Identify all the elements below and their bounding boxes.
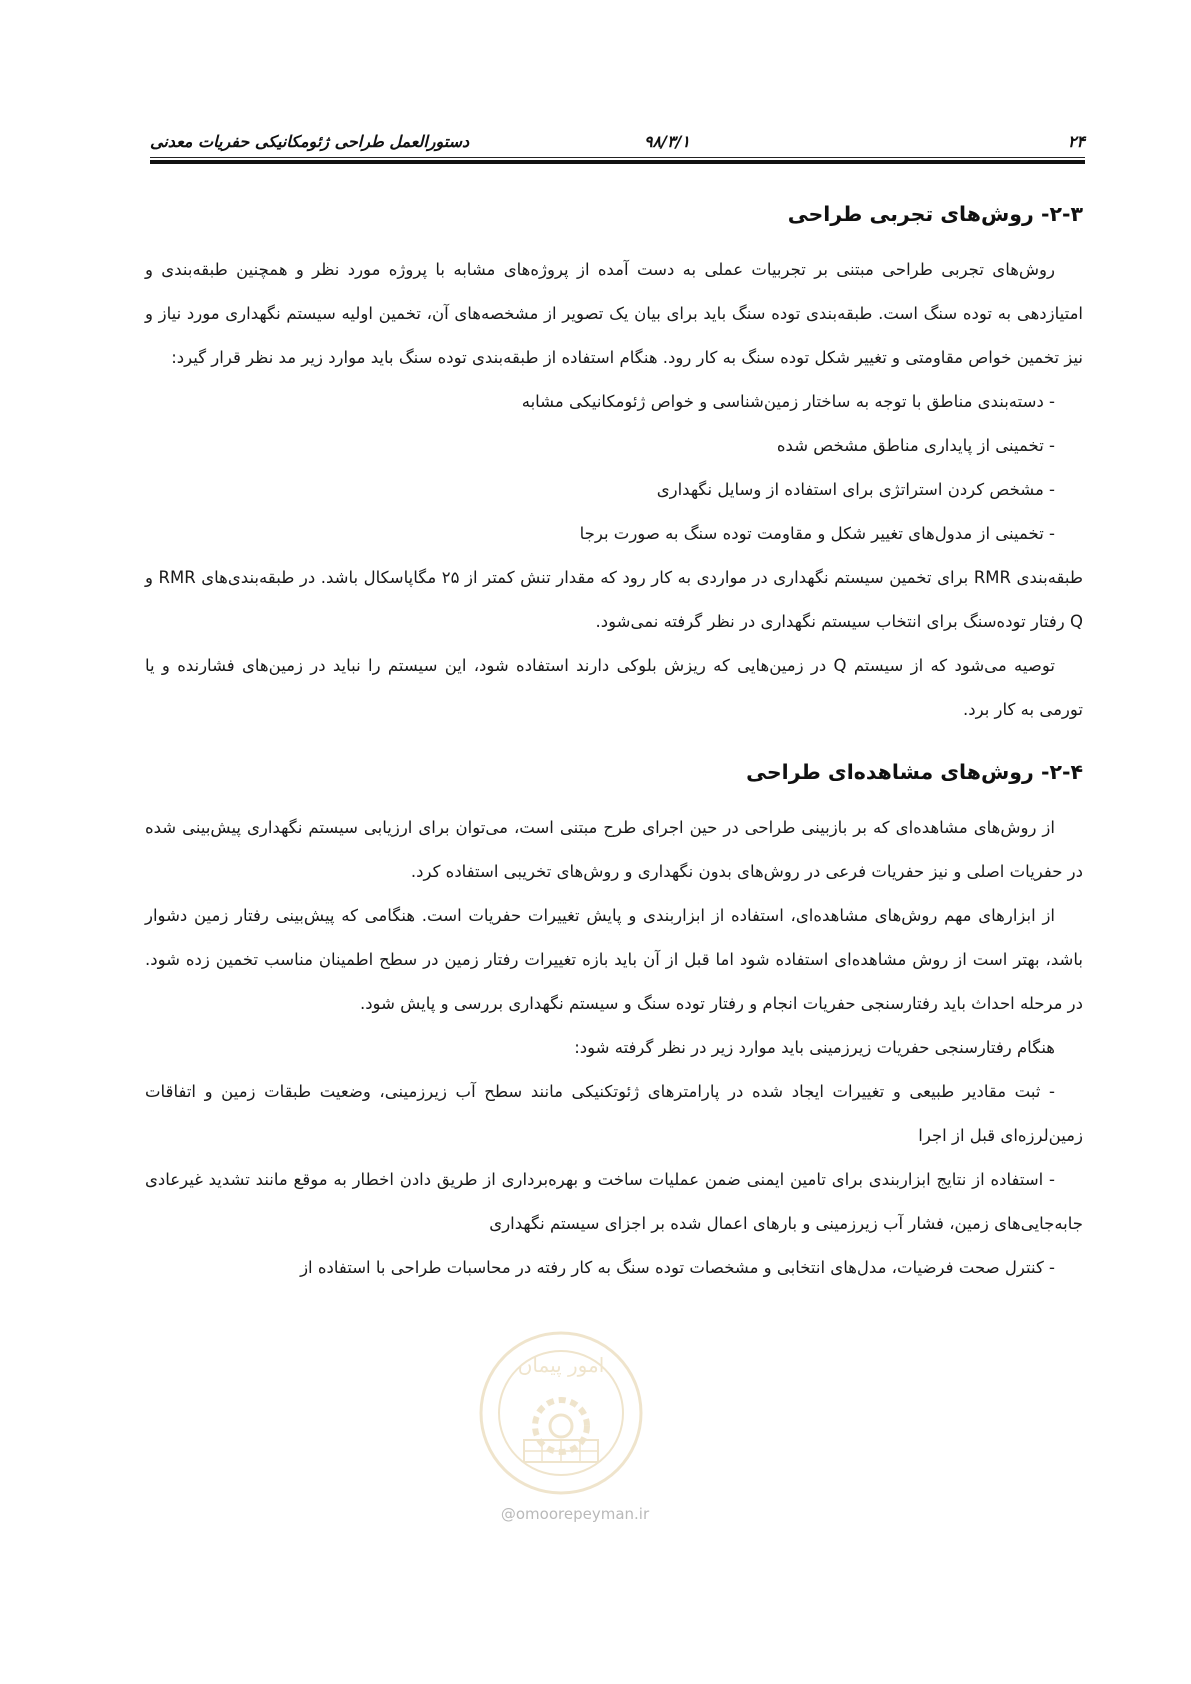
header-date: ۹۸/۳/۱ xyxy=(643,132,690,151)
paragraph: روش‌های تجربی طراحی مبتنی بر تجربیات عملی به دست آمده از پروژه‌های مشابه با پروژه مورد نظر و همچنین طبقه‌بندی و امتیازدهی به توده سنگ است. طبقه‌بندی توده سنگ باید برای بیان یک تصویر از مشخصه‌های آن، تخمین اولیه سیستم نگهداری مورد نیاز و نیز تخمین خواص مقاومتی و تغییر شکل توده سنگ به کار رود. هنگام استفاده از طبقه‌بندی توده سنگ باید موارد زیر مد نظر قرار گیرد: xyxy=(145,260,1083,367)
list-item: - کنترل صحت فرضیات، مدل‌های انتخابی و مشخصات توده سنگ به کار رفته در محاسبات طراحی با استفاده از xyxy=(300,1258,1055,1277)
paragraph: از ابزارهای مهم روش‌های مشاهده‌ای، استفاده از ابزاربندی و پایش تغییرات حفریات است. هنگامی که پیش‌بینی رفتار زمین دشوار باشد، بهتر است از روش مشاهده‌ای استفاده شود اما قبل از آن باید بازه تغییرات رفتار زمین در سطح اطمینان مناسب تخمین زده شود. در مرحله احداث باید رفتارسنجی حفریات انجام و رفتار توده سنگ و سیستم نگهداری بررسی و پایش شود. xyxy=(145,906,1083,1013)
list-item: - استفاده از نتایج ابزاربندی برای تامین ایمنی ضمن عملیات ساخت و بهره‌برداری از طریق دادن اخطار به موقع مانند تشدید غیرعادی جابه‌جایی‌های زمین، فشار آب زیرزمینی و بارهای اعمال شده بر اجزای سیستم نگهداری xyxy=(145,1170,1083,1233)
seal-text: امور پیمان xyxy=(517,1353,605,1377)
header-rule-thick xyxy=(150,160,1085,164)
list-item: - تخمینی از پایداری مناطق مشخص شده xyxy=(776,436,1055,455)
watermark-seal-icon xyxy=(476,1328,646,1498)
paragraph: هنگام رفتارسنجی حفریات زیرزمینی باید موارد زیر در نظر گرفته شود: xyxy=(574,1038,1055,1057)
header-title: دستورالعمل طراحی ژئومکانیکی حفریات معدنی xyxy=(150,132,470,151)
header-rule-thin xyxy=(150,157,1085,158)
paragraph: از روش‌های مشاهده‌ای که بر بازبینی طراحی در حین اجرای طرح مبتنی است، می‌توان برای ارزیابی سیستم نگهداری پیش‌بینی شده در حفریات اصلی و نیز حفریات فرعی در روش‌های بدون نگهداری و روش‌های تخریبی استفاده کرد. xyxy=(145,818,1083,881)
paragraph: طبقه‌بندی RMR برای تخمین سیستم نگهداری در مواردی به کار رود که مقدار تنش کمتر از ۲۵ مگاپاسکال باشد. در طبقه‌بندی‌های RMR و Q رفتار توده‌سنگ برای انتخاب سیستم نگهداری در نظر گرفته نمی‌شود. xyxy=(145,568,1083,631)
page-number: ۲۴ xyxy=(1067,132,1085,151)
paragraph: توصیه می‌شود که از سیستم Q در زمین‌هایی که ریزش بلوکی دارند استفاده شود، این سیستم را نباید در زمین‌های فشارنده و یا تورمی به کار برد. xyxy=(145,656,1083,719)
section-heading-2-3: ۲-۳- روش‌های تجربی طراحی xyxy=(787,202,1083,226)
list-item: - مشخص کردن استراتژی برای استفاده از وسایل نگهداری xyxy=(656,480,1055,499)
running-header xyxy=(150,128,1085,158)
section-heading-2-4: ۲-۴- روش‌های مشاهده‌ای طراحی xyxy=(746,760,1083,784)
list-item: - دسته‌بندی مناطق با توجه به ساختار زمین‌شناسی و خواص ژئومکانیکی مشابه xyxy=(521,392,1055,411)
list-item: - تخمینی از مدول‌های تغییر شکل و مقاومت توده سنگ به صورت برجا xyxy=(579,524,1055,543)
watermark-website: @omoorepeyman.ir xyxy=(500,1505,650,1523)
list-item: - ثبت مقادیر طبیعی و تغییرات ایجاد شده در پارامترهای ژئوتکنیکی مانند سطح آب زیرزمینی، وضعیت طبقات زمین و اتفاقات زمین‌لرزه‌ای قبل از اجرا xyxy=(145,1082,1083,1145)
page-body xyxy=(145,190,1083,1290)
